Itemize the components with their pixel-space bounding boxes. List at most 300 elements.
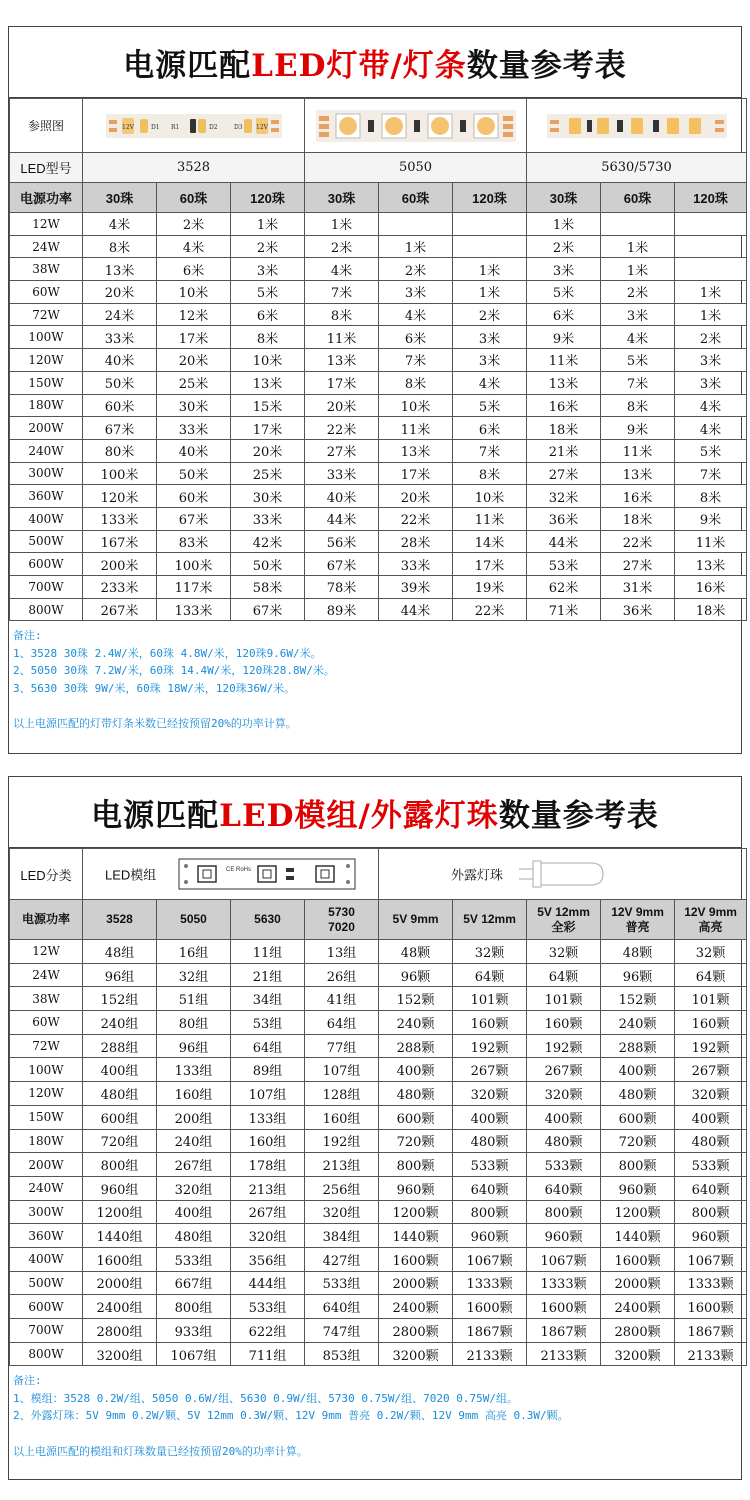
value-cell: 58米 — [231, 576, 305, 599]
ref-label: 参照图 — [10, 99, 83, 153]
value-cell: 64组 — [231, 1034, 305, 1058]
value-cell: 30米 — [231, 485, 305, 508]
table-row — [10, 1342, 747, 1366]
value-cell: 128组 — [305, 1082, 379, 1106]
table2-title — [9, 777, 741, 848]
value-cell: 960颗 — [675, 1224, 747, 1248]
value-cell: 19米 — [453, 576, 527, 599]
value-cell: 240颗 — [601, 1011, 675, 1035]
value-cell: 89组 — [231, 1058, 305, 1082]
table-row — [10, 1105, 747, 1129]
value-cell: 533组 — [305, 1271, 379, 1295]
bead-header: 30珠 — [305, 183, 379, 213]
value-cell: 5米 — [601, 349, 675, 372]
power-cell: 400W — [10, 1247, 83, 1271]
table-row — [10, 235, 747, 258]
power-cell: 600W — [10, 1295, 83, 1319]
value-cell: 44米 — [527, 530, 601, 553]
value-cell: 1867颗 — [527, 1319, 601, 1343]
value-cell: 40米 — [305, 485, 379, 508]
value-cell: 20米 — [379, 485, 453, 508]
strip-reference-panel — [8, 26, 742, 754]
value-cell: 200米 — [83, 553, 157, 576]
value-cell: 288颗 — [379, 1034, 453, 1058]
value-cell: 533颗 — [453, 1153, 527, 1177]
value-cell: 5米 — [675, 439, 747, 462]
value-cell: 83米 — [157, 530, 231, 553]
value-cell: 640组 — [305, 1295, 379, 1319]
value-cell: 67米 — [157, 507, 231, 530]
value-cell: 17米 — [379, 462, 453, 485]
module-label: LED模组 — [105, 867, 157, 883]
value-cell: 747组 — [305, 1319, 379, 1343]
power-cell: 500W — [10, 1271, 83, 1295]
table-row — [10, 940, 747, 964]
value-cell: 13米 — [527, 371, 601, 394]
value-cell: 640颗 — [527, 1176, 601, 1200]
power-cell: 24W — [10, 235, 83, 258]
value-cell: 356组 — [231, 1247, 305, 1271]
value-cell: 152颗 — [379, 987, 453, 1011]
value-cell: 1200颗 — [601, 1200, 675, 1224]
bead-header: 120珠 — [453, 183, 527, 213]
column-header: 12V 9mm 普亮 — [601, 900, 675, 940]
value-cell: 34组 — [231, 987, 305, 1011]
value-cell: 533组 — [231, 1295, 305, 1319]
value-cell: 720颗 — [379, 1129, 453, 1153]
value-cell: 44米 — [379, 598, 453, 621]
power-cell: 600W — [10, 553, 83, 576]
value-cell: 160颗 — [675, 1011, 747, 1035]
value-cell: 51组 — [157, 987, 231, 1011]
value-cell: 10米 — [453, 485, 527, 508]
column-header: 5050 — [157, 900, 231, 940]
value-cell: 3200颗 — [379, 1342, 453, 1366]
note-line: 2、5050 30珠 7.2W/米，60珠 14.4W/米，120珠28.8W/米。 — [13, 664, 335, 678]
value-cell: 1440颗 — [601, 1224, 675, 1248]
table-row — [10, 1295, 747, 1319]
power-cell: 400W — [10, 507, 83, 530]
column-header: 5V 9mm — [379, 900, 453, 940]
value-cell: 11米 — [527, 349, 601, 372]
value-cell: 2000颗 — [601, 1271, 675, 1295]
value-cell: 4米 — [157, 235, 231, 258]
value-cell: 133组 — [231, 1105, 305, 1129]
value-cell: 36米 — [601, 598, 675, 621]
model-label: LED型号 — [10, 153, 83, 183]
value-cell: 42米 — [231, 530, 305, 553]
value-cell: 160组 — [305, 1105, 379, 1129]
title-prefix: 电源匹配 — [123, 47, 252, 84]
table-row — [10, 417, 747, 440]
power-cell: 150W — [10, 1105, 83, 1129]
value-cell: 400颗 — [675, 1105, 747, 1129]
value-cell: 1米 — [675, 281, 747, 304]
value-cell: 1067颗 — [675, 1247, 747, 1271]
value-cell: 1067组 — [157, 1342, 231, 1366]
value-cell: 480组 — [83, 1082, 157, 1106]
table-row — [10, 462, 747, 485]
power-cell: 800W — [10, 1342, 83, 1366]
value-cell: 2400颗 — [379, 1295, 453, 1319]
value-cell: 800颗 — [453, 1200, 527, 1224]
value-cell: 16组 — [157, 940, 231, 964]
value-cell: 160颗 — [527, 1011, 601, 1035]
value-cell: 267颗 — [453, 1058, 527, 1082]
power-cell: 100W — [10, 1058, 83, 1082]
power-cell: 38W — [10, 987, 83, 1011]
exposed-bead-label: 外露灯珠 — [451, 867, 504, 883]
value-cell: 1067颗 — [527, 1247, 601, 1271]
value-cell: 800颗 — [527, 1200, 601, 1224]
value-cell: 53米 — [527, 553, 601, 576]
value-cell: 8米 — [675, 485, 747, 508]
value-cell: 4米 — [305, 258, 379, 281]
value-cell: 80组 — [157, 1011, 231, 1035]
value-cell: 8米 — [379, 371, 453, 394]
value-cell: 17米 — [305, 371, 379, 394]
value-cell: 2米 — [157, 213, 231, 236]
table-row — [10, 394, 747, 417]
value-cell: 18米 — [601, 507, 675, 530]
value-cell: 320颗 — [453, 1082, 527, 1106]
table-row — [10, 1224, 747, 1248]
value-cell: 400颗 — [601, 1058, 675, 1082]
value-cell: 30米 — [157, 394, 231, 417]
value-cell: 17米 — [231, 417, 305, 440]
power-cell: 700W — [10, 1319, 83, 1343]
value-cell: 533组 — [157, 1247, 231, 1271]
value-cell: 5米 — [453, 394, 527, 417]
value-cell: 1333颗 — [453, 1271, 527, 1295]
model-5050: 5050 — [305, 153, 527, 183]
title-prefix: 电源匹配 — [91, 797, 220, 834]
value-cell: 1200组 — [83, 1200, 157, 1224]
value-cell: 600颗 — [379, 1105, 453, 1129]
value-cell: 20米 — [231, 439, 305, 462]
value-cell: 8米 — [83, 235, 157, 258]
value-cell: 11米 — [675, 530, 747, 553]
value-cell: 400组 — [83, 1058, 157, 1082]
value-cell: 800组 — [83, 1153, 157, 1177]
table-row — [10, 1247, 747, 1271]
value-cell: 6米 — [157, 258, 231, 281]
value-cell: 3200颗 — [601, 1342, 675, 1366]
power-cell: 180W — [10, 1129, 83, 1153]
value-cell: 3米 — [231, 258, 305, 281]
value-cell: 480组 — [157, 1224, 231, 1248]
power-cell: 100W — [10, 326, 83, 349]
value-cell: 60米 — [83, 394, 157, 417]
value-cell: 17米 — [453, 553, 527, 576]
strip-3528-image — [83, 99, 305, 153]
power-cell: 700W — [10, 576, 83, 599]
value-cell: 160组 — [157, 1082, 231, 1106]
bead-header: 30珠 — [83, 183, 157, 213]
value-cell: 800组 — [157, 1295, 231, 1319]
value-cell: 101颗 — [675, 987, 747, 1011]
table-row — [10, 213, 747, 236]
value-cell: 20米 — [157, 349, 231, 372]
value-cell: 160组 — [231, 1129, 305, 1153]
value-cell: 213组 — [305, 1153, 379, 1177]
value-cell: 33米 — [379, 553, 453, 576]
value-cell: 1440颗 — [379, 1224, 453, 1248]
value-cell: 720颗 — [601, 1129, 675, 1153]
value-cell: 8米 — [305, 303, 379, 326]
value-cell: 4米 — [675, 394, 747, 417]
table-row — [10, 1153, 747, 1177]
value-cell: 21组 — [231, 963, 305, 987]
value-cell: 22米 — [379, 507, 453, 530]
value-cell: 96组 — [157, 1034, 231, 1058]
value-cell: 44米 — [305, 507, 379, 530]
value-cell: 3米 — [601, 303, 675, 326]
table-row — [10, 1034, 747, 1058]
value-cell: 400颗 — [527, 1105, 601, 1129]
value-cell: 5米 — [527, 281, 601, 304]
value-cell: 640颗 — [675, 1176, 747, 1200]
value-cell: 107组 — [231, 1082, 305, 1106]
value-cell: 15米 — [231, 394, 305, 417]
module-cell — [83, 849, 379, 900]
value-cell: 720组 — [83, 1129, 157, 1153]
value-cell — [675, 213, 747, 236]
value-cell: 14米 — [453, 530, 527, 553]
value-cell: 1米 — [379, 235, 453, 258]
value-cell: 2133颗 — [527, 1342, 601, 1366]
value-cell: 7米 — [379, 349, 453, 372]
value-cell: 16米 — [601, 485, 675, 508]
value-cell: 2800颗 — [379, 1319, 453, 1343]
value-cell: 480颗 — [601, 1082, 675, 1106]
value-cell: 320组 — [305, 1200, 379, 1224]
model-5630: 5630/5730 — [527, 153, 747, 183]
value-cell: 960颗 — [453, 1224, 527, 1248]
module-header-row — [10, 900, 747, 940]
value-cell: 400颗 — [379, 1058, 453, 1082]
value-cell: 17米 — [157, 326, 231, 349]
table-row — [10, 1129, 747, 1153]
table-row — [10, 439, 747, 462]
value-cell: 4米 — [675, 417, 747, 440]
value-cell: 71米 — [527, 598, 601, 621]
value-cell: 3米 — [527, 258, 601, 281]
column-header: 3528 — [83, 900, 157, 940]
exposed-bead-image — [519, 855, 619, 893]
power-cell: 60W — [10, 281, 83, 304]
table-row — [10, 1271, 747, 1295]
value-cell: 480颗 — [379, 1082, 453, 1106]
value-cell: 2800组 — [83, 1319, 157, 1343]
table-row — [10, 1011, 747, 1035]
value-cell: 78米 — [305, 576, 379, 599]
power-cell: 38W — [10, 258, 83, 281]
note-line: 备注: — [13, 1374, 42, 1388]
value-cell: 4米 — [83, 213, 157, 236]
value-cell: 2米 — [379, 258, 453, 281]
power-cell: 120W — [10, 349, 83, 372]
value-cell: 1米 — [601, 258, 675, 281]
value-cell: 50米 — [157, 462, 231, 485]
value-cell — [453, 213, 527, 236]
value-cell: 9米 — [675, 507, 747, 530]
module-reference-panel — [8, 776, 742, 1480]
value-cell — [379, 213, 453, 236]
column-header: 5V 12mm — [453, 900, 527, 940]
value-cell: 13米 — [675, 553, 747, 576]
bead-header: 120珠 — [231, 183, 305, 213]
note-footnote: 以上电源匹配的模组和灯珠数量已经按预留20%的功率计算。 — [13, 1444, 308, 1458]
value-cell: 3米 — [675, 371, 747, 394]
svg-text:D3: D3 — [233, 123, 243, 131]
value-cell: 100米 — [83, 462, 157, 485]
column-header: 5630 — [231, 900, 305, 940]
power-cell: 60W — [10, 1011, 83, 1035]
value-cell: 89米 — [305, 598, 379, 621]
value-cell: 167米 — [83, 530, 157, 553]
value-cell: 13米 — [601, 462, 675, 485]
table-row — [10, 349, 747, 372]
value-cell: 62米 — [527, 576, 601, 599]
value-cell: 400组 — [157, 1200, 231, 1224]
value-cell: 101颗 — [453, 987, 527, 1011]
value-cell: 2400组 — [83, 1295, 157, 1319]
power-cell: 800W — [10, 598, 83, 621]
bead-header: 60珠 — [157, 183, 231, 213]
value-cell: 50米 — [83, 371, 157, 394]
table-row — [10, 281, 747, 304]
value-cell: 3米 — [379, 281, 453, 304]
power-cell: 12W — [10, 940, 83, 964]
value-cell: 7米 — [305, 281, 379, 304]
value-cell: 36米 — [527, 507, 601, 530]
value-cell — [675, 235, 747, 258]
value-cell: 480颗 — [675, 1129, 747, 1153]
value-cell: 18米 — [527, 417, 601, 440]
value-cell: 192颗 — [527, 1034, 601, 1058]
value-cell: 960颗 — [379, 1176, 453, 1200]
value-cell: 320组 — [231, 1224, 305, 1248]
value-cell: 64颗 — [453, 963, 527, 987]
bead-header: 120珠 — [675, 183, 747, 213]
title-suffix: 数量参考表 — [466, 47, 627, 84]
value-cell: 320颗 — [675, 1082, 747, 1106]
value-cell: 133组 — [157, 1058, 231, 1082]
value-cell: 800颗 — [379, 1153, 453, 1177]
value-cell: 48颗 — [601, 940, 675, 964]
value-cell: 1333颗 — [527, 1271, 601, 1295]
value-cell: 1600颗 — [601, 1247, 675, 1271]
table-row — [10, 530, 747, 553]
value-cell: 64颗 — [527, 963, 601, 987]
column-header: 5V 12mm 全彩 — [527, 900, 601, 940]
value-cell: 33米 — [157, 417, 231, 440]
value-cell: 8米 — [231, 326, 305, 349]
value-cell: 2400颗 — [601, 1295, 675, 1319]
power-cell: 150W — [10, 371, 83, 394]
value-cell: 2米 — [305, 235, 379, 258]
value-cell: 640颗 — [453, 1176, 527, 1200]
power-cell: 240W — [10, 1176, 83, 1200]
power-cell: 500W — [10, 530, 83, 553]
value-cell: 10米 — [157, 281, 231, 304]
value-cell: 192颗 — [675, 1034, 747, 1058]
value-cell: 9米 — [527, 326, 601, 349]
value-cell: 117米 — [157, 576, 231, 599]
value-cell: 3米 — [453, 349, 527, 372]
value-cell: 13米 — [379, 439, 453, 462]
value-cell: 64组 — [305, 1011, 379, 1035]
power-cell: 72W — [10, 1034, 83, 1058]
value-cell: 4米 — [379, 303, 453, 326]
value-cell: 152颗 — [601, 987, 675, 1011]
value-cell: 56米 — [305, 530, 379, 553]
value-cell: 240组 — [83, 1011, 157, 1035]
power-cell: 240W — [10, 439, 83, 462]
value-cell: 800颗 — [601, 1153, 675, 1177]
value-cell: 267颗 — [675, 1058, 747, 1082]
table-row — [10, 553, 747, 576]
value-cell: 1867颗 — [675, 1319, 747, 1343]
table-row — [10, 1176, 747, 1200]
exposed-bead-cell — [379, 849, 747, 900]
value-cell: 2米 — [601, 281, 675, 304]
value-cell: 24米 — [83, 303, 157, 326]
value-cell: 267组 — [231, 1200, 305, 1224]
power-cell: 200W — [10, 1153, 83, 1177]
value-cell: 67米 — [305, 553, 379, 576]
value-cell: 20米 — [83, 281, 157, 304]
power-cell: 72W — [10, 303, 83, 326]
value-cell: 7米 — [601, 371, 675, 394]
value-cell: 26组 — [305, 963, 379, 987]
value-cell — [601, 213, 675, 236]
value-cell: 13米 — [305, 349, 379, 372]
table-row — [10, 1200, 747, 1224]
value-cell: 256组 — [305, 1176, 379, 1200]
value-cell: 32米 — [527, 485, 601, 508]
value-cell: 16米 — [527, 394, 601, 417]
table-row — [10, 326, 747, 349]
value-cell: 40米 — [83, 349, 157, 372]
value-cell: 3200组 — [83, 1342, 157, 1366]
value-cell: 11米 — [601, 439, 675, 462]
value-cell: 267颗 — [527, 1058, 601, 1082]
value-cell: 33米 — [305, 462, 379, 485]
strip-5050-image — [305, 99, 527, 153]
column-header: 5730 7020 — [305, 900, 379, 940]
value-cell: 213组 — [231, 1176, 305, 1200]
value-cell: 22米 — [601, 530, 675, 553]
value-cell: 1米 — [231, 213, 305, 236]
value-cell: 6米 — [453, 417, 527, 440]
value-cell: 31米 — [601, 576, 675, 599]
value-cell: 21米 — [527, 439, 601, 462]
table-row — [10, 371, 747, 394]
value-cell: 11米 — [305, 326, 379, 349]
value-cell: 32颗 — [453, 940, 527, 964]
power-label: 电源功率 — [10, 183, 83, 213]
value-cell: 2800颗 — [601, 1319, 675, 1343]
table2-notes — [9, 1366, 741, 1460]
value-cell: 8米 — [453, 462, 527, 485]
value-cell: 600组 — [83, 1105, 157, 1129]
value-cell: 133米 — [83, 507, 157, 530]
value-cell: 50米 — [231, 553, 305, 576]
value-cell: 25米 — [157, 371, 231, 394]
value-cell: 933组 — [157, 1319, 231, 1343]
